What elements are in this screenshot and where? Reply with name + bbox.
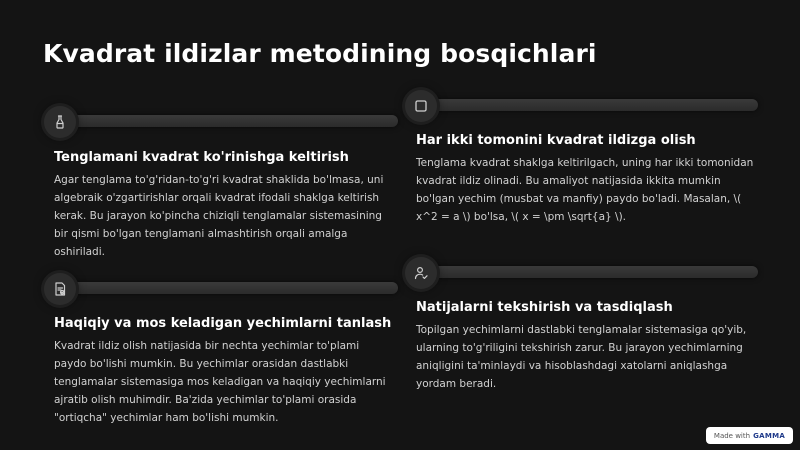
- step-1-title: Tenglamani kvadrat ko'rinishga keltirish: [54, 150, 349, 165]
- step-4-text: Topilgan yechimlarni dastlabki tenglamalar sistemasiga qo'yib, ularning to'g'riligini tekshirish zarur. Bu jarayon yechimlarning aniqligini ta'minlaydi va hisoblashdagi xatolarni aniqlashga yordam beradi.: [416, 324, 747, 390]
- step-2-title: Har ikki tomonini kvadrat ildizga olish: [416, 133, 696, 148]
- step-3-text: Kvadrat ildiz olish natijasida bir nechta yechimlar to'plami paydo bo'lishi mumkin. Bu yechimlar orasidan dastlabki tenglamalar sistemasiga mos keladigan va haqiqiy yechimlarni ajratib olish muhimdir. Ba'zida yechimlar to'plami orasida "ortiqcha" yechimlar ham bo'lishi mumkin.: [54, 340, 386, 424]
- user-check-icon: [405, 257, 437, 289]
- step-3-bar: [60, 282, 398, 294]
- square-icon: [405, 90, 437, 122]
- step-1-text: Agar tenglama to'g'ridan-to'g'ri kvadrat shaklida bo'lmasa, uni algebraik o'zgartirishlar orqali kvadrat ifodali shaklga keltirish kerak. Bu jarayon ko'pincha chiziqli tenglamalar sistemasining bir qismi bo'lgan tenglamani almashtirish orqali amalga oshiriladi.: [54, 174, 384, 258]
- badge-prefix: Made with: [713, 431, 751, 440]
- step-4-bar: [420, 266, 758, 278]
- step-2-text: Tenglama kvadrat shaklga keltirilgach, uning har ikki tomonidan kvadrat ildiz olinadi. Bu amaliyot natijasida ikkita mumkin bo'lgan yechim (musbat va manfiy) paydo bo'ladi. Masalan, \( x^2 = a \) bo'lsa, \( x = \pm \sqrt{a} \).: [416, 157, 754, 223]
- flask-icon: [44, 106, 76, 138]
- step-1-bar: [60, 115, 398, 127]
- made-with-gamma-badge[interactable]: [706, 427, 793, 444]
- step-4-title: Natijalarni tekshirish va tasdiqlash: [416, 300, 673, 315]
- document-check-icon: [44, 273, 76, 305]
- gamma-logo: GAMMA: [753, 431, 786, 440]
- slide-title: Kvadrat ildizlar metodining bosqichlari: [43, 39, 597, 68]
- step-2-bar: [420, 99, 758, 111]
- step-3-title: Haqiqiy va mos keladigan yechimlarni tanlash: [54, 316, 392, 331]
